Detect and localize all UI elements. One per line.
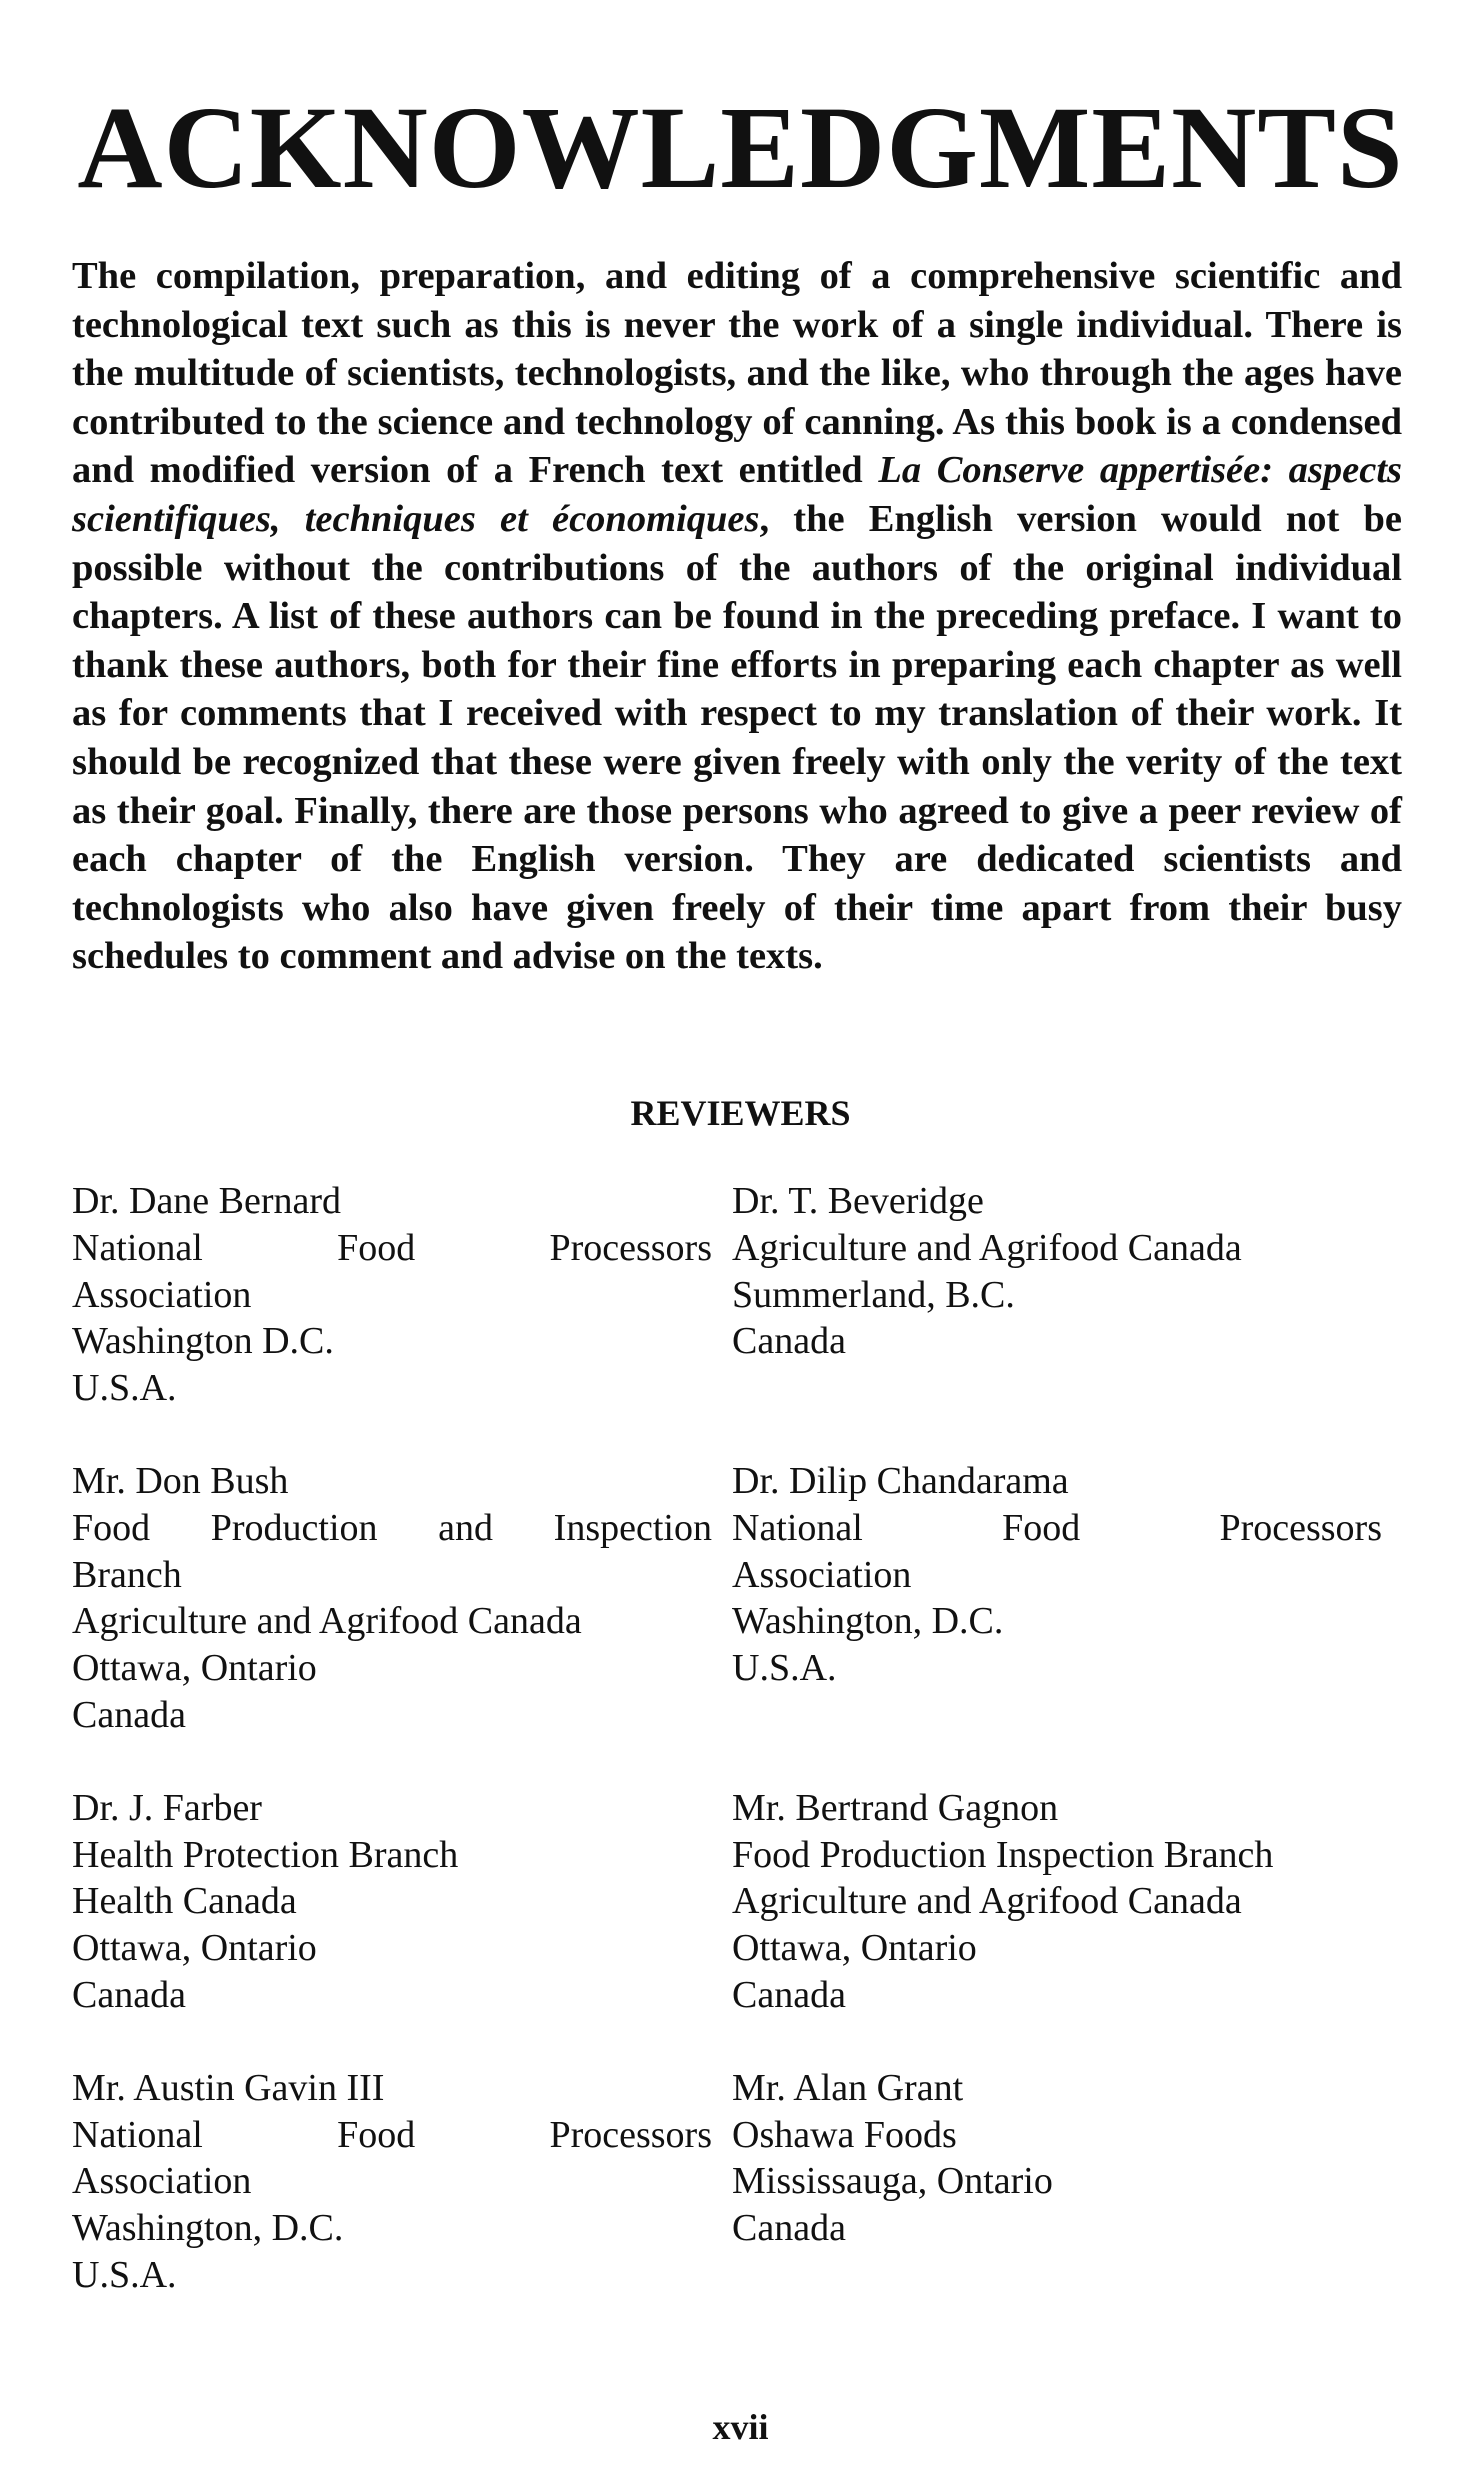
org-word: Production	[210, 1506, 378, 1549]
org-word: National	[72, 1226, 203, 1269]
org-word: Food	[337, 1226, 416, 1269]
reviewer-organization-line	[72, 1225, 712, 1272]
reviewer-entry	[732, 1785, 1412, 2019]
french-title-italic: La Conserve appertisée: aspects scientifiques, techniques et économiques	[72, 449, 1402, 540]
reviewer-name: Mr. Bertrand Gagnon	[732, 1786, 1059, 1829]
reviewer-name: Dr. Dane Bernard	[72, 1180, 342, 1222]
reviewer-entry	[72, 1178, 732, 1412]
reviewer-affiliation-line: Association	[732, 1553, 912, 1596]
reviewer-organization-line	[732, 1505, 1382, 1552]
org-word: Food	[72, 1506, 151, 1549]
reviewer-entry	[72, 2065, 732, 2299]
reviewer-affiliation-line: Association	[72, 1273, 252, 1316]
reviewer-affiliation-line: U.S.A.	[732, 1647, 837, 1690]
org-word: Processors	[1219, 1506, 1382, 1549]
org-word: National	[732, 1506, 863, 1549]
reviewer-affiliation-line: Food Production Inspection Branch	[732, 1833, 1274, 1876]
reviewer-affiliation-line: Health Canada	[72, 1880, 297, 1923]
reviewer-affiliation-line: Canada	[732, 2207, 846, 2250]
reviewer-name: Dr. T. Beveridge	[732, 1180, 984, 1222]
reviewer-affiliation-line: U.S.A.	[72, 2253, 177, 2296]
reviewer-affiliation-line: Ottawa, Ontario	[72, 1647, 317, 1690]
reviewer-name: Mr. Don Bush	[72, 1459, 289, 1502]
reviewer-organization-line	[72, 1505, 712, 1552]
org-word: Processors	[549, 1226, 712, 1269]
paragraph-text-part1: The compilation, preparation, and editing of a comprehensive scientific and technological text such as this is never the work of a single individual. There is the multitude of scientists, technologists, and the like, who through the ages have contributed to the science and technology of canning. As this book is a condensed and modified version of a French text entitled	[72, 255, 1402, 492]
reviewer-affiliation-line: Agriculture and Agrifood Canada	[732, 1880, 1242, 1923]
reviewer-affiliation-line: Oshawa Foods	[732, 2113, 957, 2156]
reviewer-affiliation-line: Association	[72, 2160, 252, 2203]
reviewer-affiliation-line: Canada	[72, 1973, 186, 2016]
paragraph-text-part2: , the English version would not be possible without the contributions of the authors of the original individual chapters. A list of these authors can be found in the preceding preface. I want to thank these authors, both for their fine efforts in preparing each chapter as well as for comments that I received with respect to my translation of their work. It should be recognized that these were given freely with only the verity of the text as their goal. Finally, there are those persons who agreed to give a peer review of each chapter of the English version. They are dedicated scientists and technologists who also have given freely of their time apart from their busy schedules to comment and advise on the texts.	[72, 497, 1402, 978]
page-title: ACKNOWLEDGMENTS	[77, 82, 1404, 213]
reviewer-entry	[732, 1458, 1412, 1739]
org-word: Processors	[549, 2113, 712, 2156]
org-word: Food	[337, 2113, 416, 2156]
reviewer-affiliation-line: Washington, D.C.	[72, 2207, 344, 2250]
reviewer-affiliation-line: Summerland, B.C.	[732, 1273, 1015, 1316]
reviewers-list	[72, 1178, 1412, 2299]
reviewer-affiliation-line: Canada	[732, 1320, 846, 1363]
reviewer-affiliation-line: Mississauga, Ontario	[732, 2160, 1053, 2203]
org-word: Inspection	[553, 1506, 712, 1549]
reviewer-affiliation-line: U.S.A.	[72, 1367, 177, 1410]
reviewer-entry	[72, 1458, 732, 1739]
reviewer-affiliation-line: Ottawa, Ontario	[732, 1927, 977, 1970]
reviewer-affiliation-line: Ottawa, Ontario	[72, 1927, 317, 1970]
reviewer-affiliation-line: Washington D.C.	[72, 1320, 334, 1363]
reviewer-affiliation-line: Canada	[732, 1973, 846, 2016]
reviewer-affiliation-line: Agriculture and Agrifood Canada	[732, 1226, 1242, 1269]
reviewer-entry	[732, 2065, 1412, 2299]
reviewer-affiliation-line: Health Protection Branch	[72, 1833, 459, 1876]
reviewer-name: Dr. J. Farber	[72, 1786, 262, 1829]
reviewer-name: Mr. Alan Grant	[732, 2066, 964, 2109]
reviewer-affiliation-line: Washington, D.C.	[732, 1600, 1004, 1643]
acknowledgment-paragraph	[72, 252, 1402, 981]
reviewers-heading: REVIEWERS	[630, 1093, 851, 1133]
reviewer-entry	[732, 1178, 1412, 1412]
reviewer-name: Dr. Dilip Chandarama	[732, 1459, 1069, 1502]
org-word: and	[438, 1506, 494, 1549]
reviewer-affiliation-line: Canada	[72, 1693, 186, 1736]
reviewer-name: Mr. Austin Gavin III	[72, 2066, 385, 2109]
reviewer-affiliation-line: Branch	[72, 1553, 182, 1596]
reviewer-entry	[72, 1785, 732, 2019]
org-word: National	[72, 2113, 203, 2156]
page-number: xvii	[712, 2407, 769, 2447]
reviewer-organization-line	[72, 2112, 712, 2159]
org-word: Food	[1002, 1506, 1081, 1549]
reviewer-affiliation-line: Agriculture and Agrifood Canada	[72, 1600, 582, 1643]
